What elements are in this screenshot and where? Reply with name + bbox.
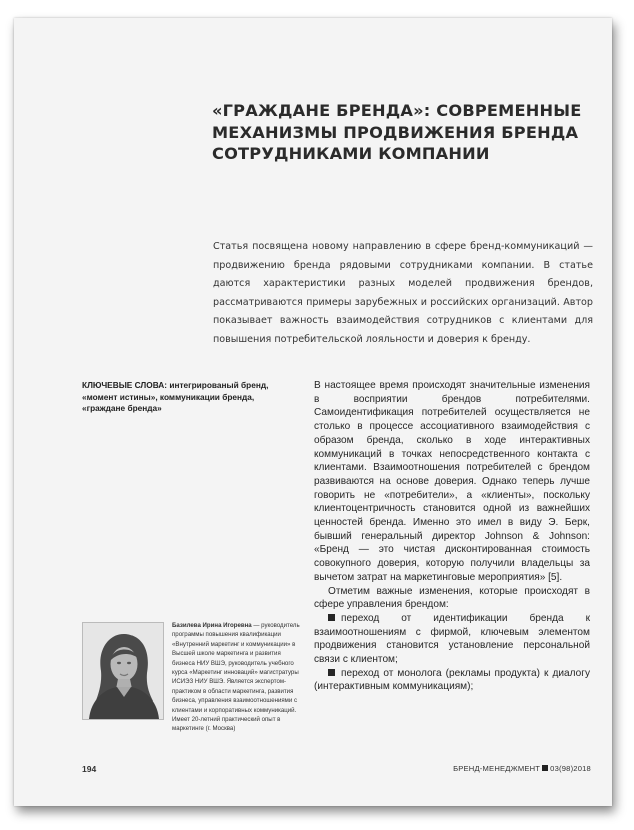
- bullet-item-2: [314, 667, 590, 694]
- author-bio: — руководитель программы повышения квалификации «Внутренний маркетинг и коммуникации» в Высшей школе маркетинга и развития бизнеса НИУ ВШЭ, руководитель учебного курса «Маркетинг инноваций» магистратуры ИСИЭЗ НИУ ВШЭ. Является экспертом-практиком в области маркетинга, развития бизнеса, управления взаимоотношениями с клиентами и корпоративных коммуникаций. Имеет 20-летний практический опыт в маркетинге (г. Москва): [172, 622, 300, 733]
- body-paragraph-2: Отметим важные изменения, которые происходят в сфере управления брендом:: [314, 585, 590, 611]
- keywords-text: интегрированый бренд, «момент истины», коммуникации бренда, «граждане бренда»: [82, 380, 269, 413]
- bullet-text-2: переход от монолога (рекламы продукта) к диалогу (интерактивным коммуникациям);: [314, 667, 590, 693]
- journal-footer: [444, 764, 591, 773]
- article-title: «ГРАЖДАНЕ БРЕНДА»: СОВРЕМЕННЫЕ МЕХАНИЗМЫ ПРОДВИЖЕНИЯ БРЕНДА СОТРУДНИКАМИ КОМПАНИИ: [212, 101, 582, 163]
- author-name: Базилева Ирина Игоревна: [172, 622, 252, 629]
- article-abstract: Статья посвящена новому направлению в сфере бренд-коммуникаций — продвижению бренда рядовыми сотрудниками компании. В статье даются характеристики разных моделей продвижения брендов, рассматриваются примеры зарубежных и российских организаций. Автор показывает важность взаимодействия сотрудников с клиентами для повышения потребительской лояльности и доверия к бренду.: [213, 241, 593, 345]
- journal-issue: 03(98)2018: [550, 764, 591, 773]
- square-separator-icon: [542, 765, 548, 771]
- bullet-item-1: [314, 612, 590, 667]
- journal-page: [14, 18, 612, 806]
- author-portrait-icon: [83, 623, 163, 719]
- journal-name: БРЕНД-МЕНЕДЖМЕНТ: [453, 764, 541, 773]
- keywords-label: КЛЮЧЕВЫЕ СЛОВА:: [82, 380, 168, 390]
- author-info: [172, 621, 304, 734]
- bullet-text-1: переход от идентификации бренда к взаимоотношениям с фирмой, ключевым элементом продвижения становится установление персональной связи с клиентом;: [314, 612, 590, 666]
- keywords-block: [82, 380, 292, 415]
- body-paragraph-1: В настоящее время происходят значительные изменения в восприятии брендов потребителями. Самоидентификация потребителей осуществляется не столько в процессе ассоциативного взаимодействия с образом бренда, сколько в ходе интерактивных коммуникаций в точках непосредственного контакта с клиентами. Взаимоотношения потребителей с брендом развиваются на основе доверия. Однако теперь лучше говорить не «потребители», а «клиенты», поскольку клиентоцентричность становится одной из важнейших ценностей бренда. Именно это имел в виду Э. Берк, бывший генеральный директор Johnson & Johnson: «Бренд — это чистая дисконтированная стоимость совокупного доверия, которую получили владельцы за вычетом затрат на маркетинговые мероприятия» [5].: [314, 380, 590, 583]
- page-number: 194: [82, 764, 97, 774]
- square-bullet-icon: [328, 614, 335, 621]
- body-column: [314, 379, 590, 694]
- square-bullet-icon: [328, 669, 335, 676]
- author-photo: [82, 622, 164, 720]
